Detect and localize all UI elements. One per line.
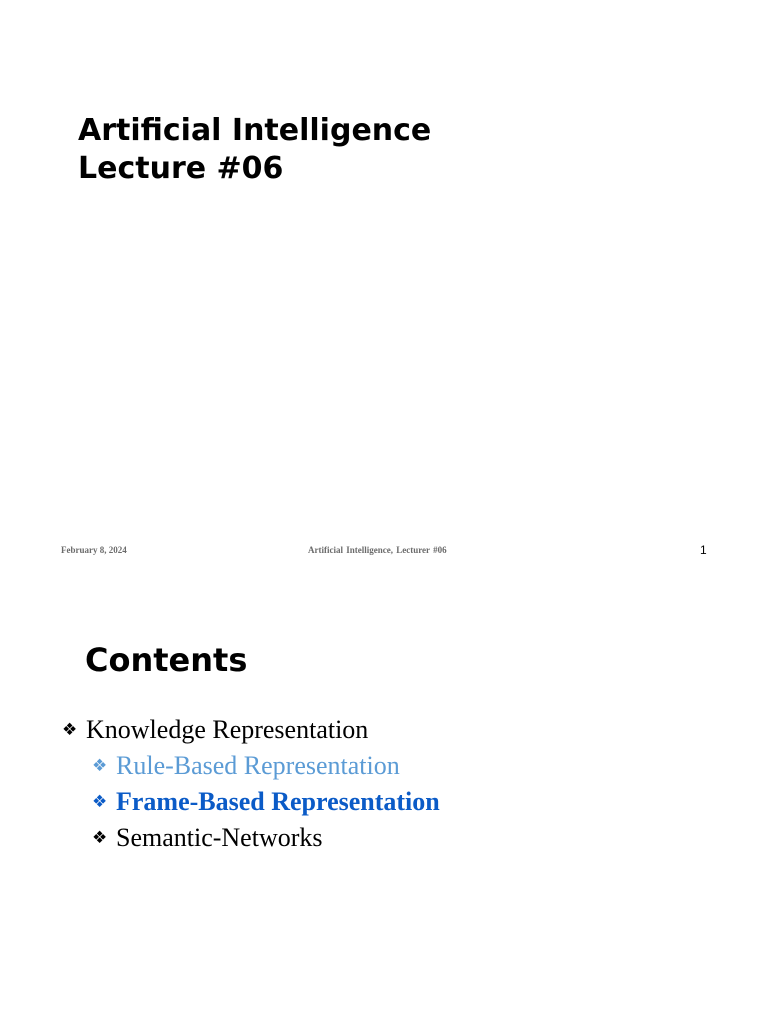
footer-course-label: Artificial Intelligence, Lecturer #06: [308, 545, 447, 555]
contents-title: Contents: [85, 641, 248, 679]
diamond-bullet-icon: ❖: [62, 720, 78, 740]
title-line-1: Artificial Intelligence: [78, 113, 432, 148]
diamond-bullet-icon: ❖: [92, 828, 108, 848]
slide-title: [78, 112, 431, 188]
slide-footer: [0, 545, 768, 559]
list-item-label: Rule-Based Representation: [116, 751, 400, 780]
list-item-label: Knowledge Representation: [86, 715, 369, 744]
footer-date: February 8, 2024: [61, 545, 127, 555]
slide-2: [0, 576, 768, 1024]
list-item-rule-based-representation: [0, 748, 768, 784]
list-item-semantic-networks: [0, 820, 768, 856]
list-item-label: Semantic-Networks: [116, 823, 323, 852]
title-line-2: Lecture #06: [78, 151, 284, 186]
contents-list: [0, 712, 768, 856]
list-item-frame-based-representation: [0, 784, 768, 820]
list-item-knowledge-representation: [0, 712, 768, 748]
diamond-bullet-icon: ❖: [92, 792, 108, 812]
diamond-bullet-icon: ❖: [92, 756, 108, 776]
page-number: 1: [700, 543, 707, 557]
list-item-label: Frame-Based Representation: [116, 787, 440, 816]
